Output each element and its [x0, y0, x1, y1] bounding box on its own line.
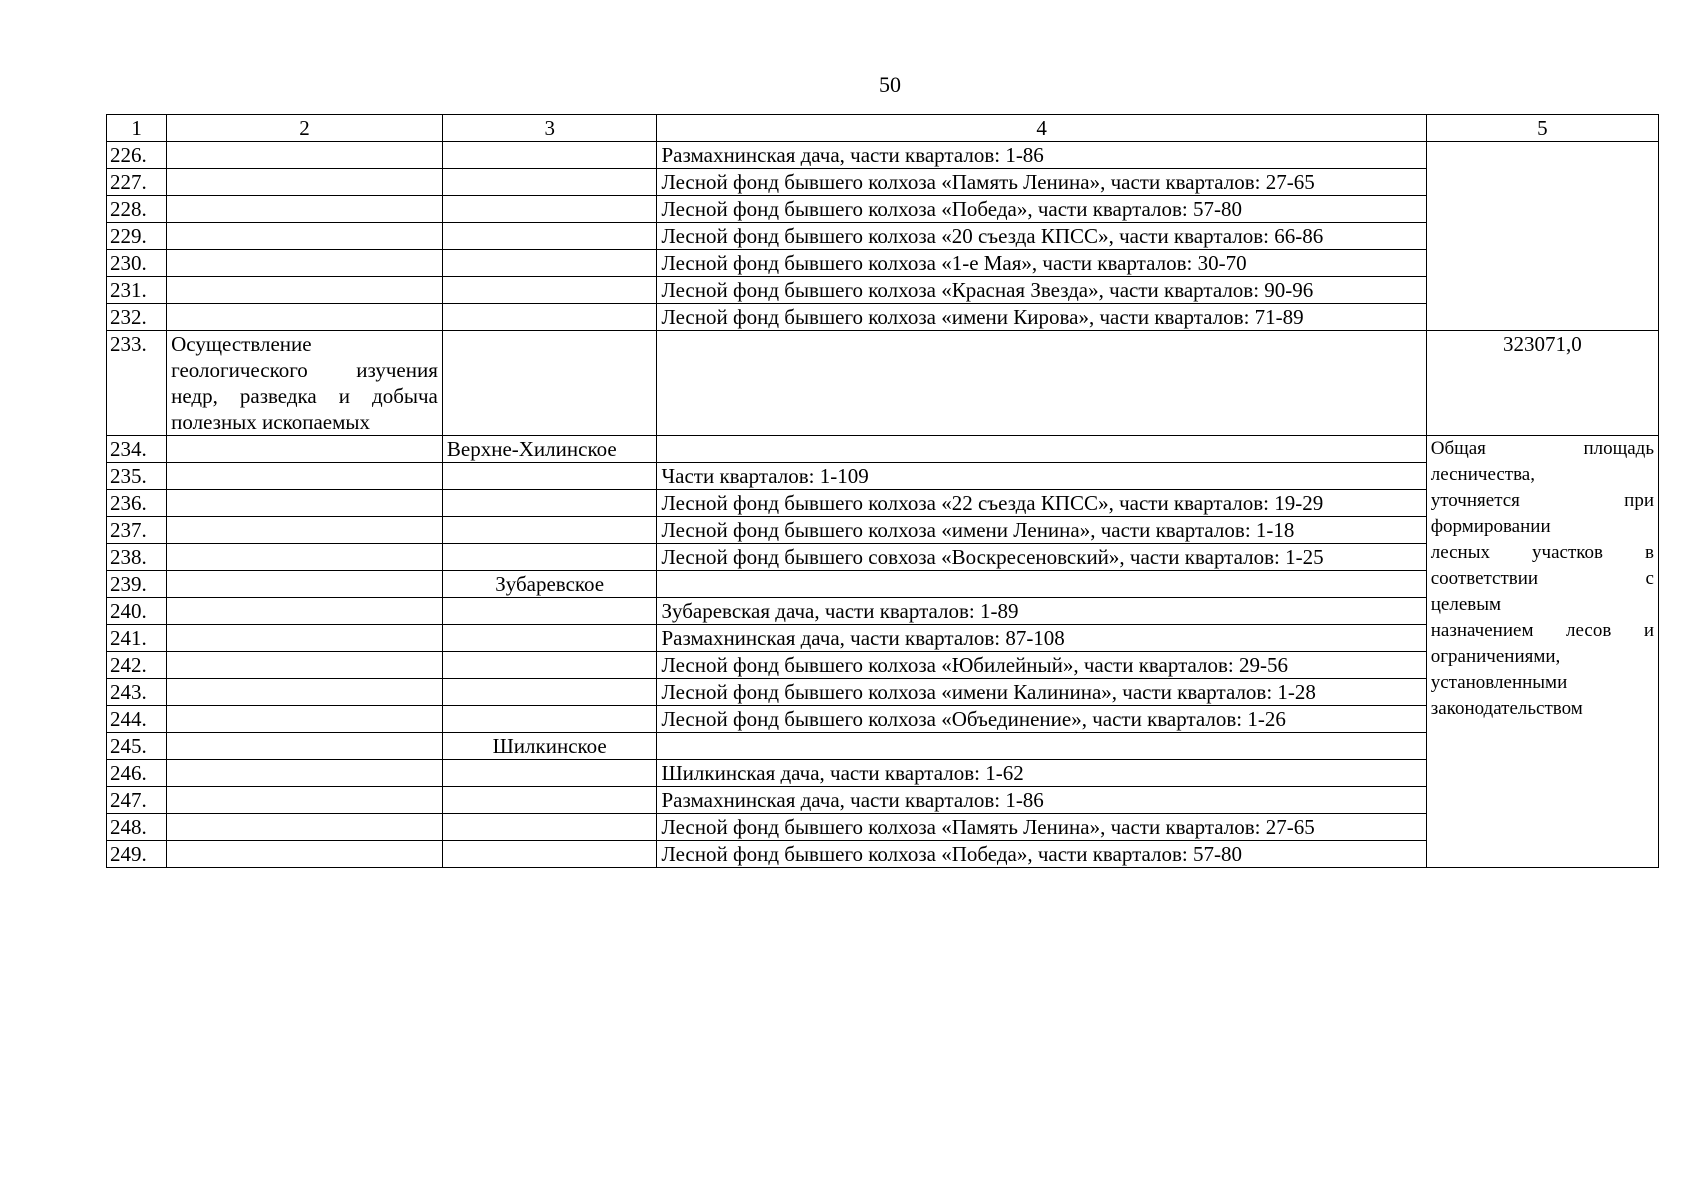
forestry-cell: [442, 250, 657, 277]
row-number: 237.: [107, 517, 167, 544]
table-row: [107, 223, 1659, 250]
table-header-row: [107, 115, 1659, 142]
table-row: [107, 706, 1659, 733]
purpose-cell: [167, 436, 443, 463]
area-note-line: формировании: [1430, 516, 1551, 537]
location-cell: Размахнинская дача, части кварталов: 87-108: [657, 625, 1426, 652]
table-row: [107, 733, 1659, 760]
row-number: 241.: [107, 625, 167, 652]
purpose-cell: [167, 517, 443, 544]
row-number: 238.: [107, 544, 167, 571]
location-cell: Лесной фонд бывшего колхоза «1-е Мая», части кварталов: 30-70: [657, 250, 1426, 277]
purpose-cell: [167, 706, 443, 733]
purpose-cell: [167, 277, 443, 304]
forestry-cell: [442, 760, 657, 787]
location-cell: Лесной фонд бывшего колхоза «Красная Звезда», части кварталов: 90-96: [657, 277, 1426, 304]
row-number: 235.: [107, 463, 167, 490]
table-row: [107, 841, 1659, 868]
table-row: [107, 196, 1659, 223]
row-number: 233.: [107, 331, 167, 436]
area-note-line: лесных участков в: [1430, 542, 1654, 563]
row-number: 248.: [107, 814, 167, 841]
forestry-cell: [442, 625, 657, 652]
area-note-line: Общая площадь: [1430, 438, 1654, 459]
row-number: 228.: [107, 196, 167, 223]
forestry-cell: [442, 517, 657, 544]
purpose-cell: [167, 169, 443, 196]
purpose-cell: [167, 841, 443, 868]
location-cell: [657, 571, 1426, 598]
table-row: [107, 760, 1659, 787]
forestry-cell: [442, 463, 657, 490]
header-cell-3: 3: [442, 115, 657, 142]
purpose-cell: [167, 250, 443, 277]
forestry-cell: [442, 679, 657, 706]
purpose-cell: [167, 652, 443, 679]
table-row: [107, 652, 1659, 679]
area-value: 323071,0: [1426, 331, 1658, 436]
purpose-cell: [167, 223, 443, 250]
forestry-cell: [442, 304, 657, 331]
purpose-cell: [167, 490, 443, 517]
row-number: 243.: [107, 679, 167, 706]
forestry-cell: [442, 706, 657, 733]
location-cell: Лесной фонд бывшего колхоза «имени Ленина», части кварталов: 1-18: [657, 517, 1426, 544]
row-number: 231.: [107, 277, 167, 304]
purpose-cell: [167, 544, 443, 571]
page-number: 50: [879, 72, 901, 97]
forestry-cell: [442, 223, 657, 250]
table-row: [107, 598, 1659, 625]
forestry-cell: [442, 652, 657, 679]
area-note-line: законодательством: [1430, 698, 1583, 719]
purpose-cell: [167, 304, 443, 331]
forestry-cell: [442, 814, 657, 841]
area-note-line: соответствии с: [1430, 568, 1654, 589]
location-cell: [657, 436, 1426, 463]
location-cell: Лесной фонд бывшего совхоза «Воскресеновский», части кварталов: 1-25: [657, 544, 1426, 571]
table-row: [107, 436, 1659, 463]
location-cell: Размахнинская дача, части кварталов: 1-86: [657, 787, 1426, 814]
area-cell-empty: [1426, 142, 1658, 331]
area-note-line: уточняется при: [1430, 490, 1654, 511]
forestry-cell: [442, 841, 657, 868]
location-cell: Части кварталов: 1-109: [657, 463, 1426, 490]
header-cell-5: 5: [1426, 115, 1658, 142]
forestry-cell: [442, 598, 657, 625]
purpose-cell: [167, 142, 443, 169]
row-number: 244.: [107, 706, 167, 733]
area-note-line: целевым: [1430, 594, 1502, 615]
location-cell: Лесной фонд бывшего колхоза «Объединение», части кварталов: 1-26: [657, 706, 1426, 733]
purpose-cell: [167, 814, 443, 841]
purpose-cell: [167, 196, 443, 223]
location-cell: Лесной фонд бывшего колхоза «Память Ленина», части кварталов: 27-65: [657, 814, 1426, 841]
forestry-cell: [442, 331, 657, 436]
location-cell: Зубаревская дача, части кварталов: 1-89: [657, 598, 1426, 625]
header-cell-4: 4: [657, 115, 1426, 142]
forestry-cell: [442, 277, 657, 304]
table-row: [107, 625, 1659, 652]
row-number: 226.: [107, 142, 167, 169]
location-cell: [657, 733, 1426, 760]
row-number: 242.: [107, 652, 167, 679]
forestry-cell: Зубаревское: [442, 571, 657, 598]
table-row: [107, 463, 1659, 490]
location-cell: Лесной фонд бывшего колхоза «Победа», части кварталов: 57-80: [657, 196, 1426, 223]
row-number: 236.: [107, 490, 167, 517]
table-row: [107, 277, 1659, 304]
location-cell: Лесной фонд бывшего колхоза «Юбилейный», части кварталов: 29-56: [657, 652, 1426, 679]
area-note-line: лесничества,: [1430, 464, 1535, 485]
table-row: [107, 250, 1659, 277]
forestry-cell: [442, 142, 657, 169]
forestry-cell: [442, 196, 657, 223]
location-cell: [657, 331, 1426, 436]
table-row: [107, 490, 1659, 517]
forestry-cell: [442, 490, 657, 517]
table-row: [107, 571, 1659, 598]
purpose-cell: [167, 679, 443, 706]
table-row: [107, 304, 1659, 331]
header-cell-1: 1: [107, 115, 167, 142]
purpose-cell: [167, 733, 443, 760]
row-number: 239.: [107, 571, 167, 598]
area-note-line: ограничениями,: [1430, 646, 1561, 667]
location-cell: Размахнинская дача, части кварталов: 1-86: [657, 142, 1426, 169]
row-number: 245.: [107, 733, 167, 760]
table-row: [107, 331, 1659, 436]
forestry-table: [106, 114, 1659, 868]
area-note-line: установленными: [1430, 672, 1568, 693]
row-number: 227.: [107, 169, 167, 196]
area-note-cell: [1426, 436, 1658, 868]
location-cell: Лесной фонд бывшего колхоза «имени Калинина», части кварталов: 1-28: [657, 679, 1426, 706]
purpose-cell: [167, 598, 443, 625]
header-cell-2: 2: [167, 115, 443, 142]
forestry-cell: [442, 544, 657, 571]
table-row: [107, 517, 1659, 544]
location-cell: Лесной фонд бывшего колхоза «Победа», части кварталов: 57-80: [657, 841, 1426, 868]
forestry-cell: Верхне-Хилинское: [442, 436, 657, 463]
row-number: 240.: [107, 598, 167, 625]
purpose-cell: [167, 571, 443, 598]
purpose-cell: Осуществление геологического изучения недр, разведка и добыча полезных ископаемых: [167, 331, 443, 436]
forestry-cell: Шилкинское: [442, 733, 657, 760]
table-row: [107, 142, 1659, 169]
purpose-cell: [167, 625, 443, 652]
purpose-cell: [167, 787, 443, 814]
row-number: 229.: [107, 223, 167, 250]
row-number: 234.: [107, 436, 167, 463]
row-number: 230.: [107, 250, 167, 277]
table-row: [107, 679, 1659, 706]
row-number: 232.: [107, 304, 167, 331]
table-row: [107, 814, 1659, 841]
location-cell: Лесной фонд бывшего колхоза «22 съезда КПСС», части кварталов: 19-29: [657, 490, 1426, 517]
area-note-line: назначением лесов и: [1430, 620, 1654, 641]
purpose-cell: [167, 463, 443, 490]
row-number: 249.: [107, 841, 167, 868]
location-cell: Лесной фонд бывшего колхоза «имени Кирова», части кварталов: 71-89: [657, 304, 1426, 331]
table-row: [107, 544, 1659, 571]
forestry-cell: [442, 169, 657, 196]
row-number: 246.: [107, 760, 167, 787]
forestry-cell: [442, 787, 657, 814]
location-cell: Лесной фонд бывшего колхоза «Память Ленина», части кварталов: 27-65: [657, 169, 1426, 196]
table-row: [107, 169, 1659, 196]
location-cell: Лесной фонд бывшего колхоза «20 съезда КПСС», части кварталов: 66-86: [657, 223, 1426, 250]
location-cell: Шилкинская дача, части кварталов: 1-62: [657, 760, 1426, 787]
table-row: [107, 787, 1659, 814]
row-number: 247.: [107, 787, 167, 814]
purpose-cell: [167, 760, 443, 787]
